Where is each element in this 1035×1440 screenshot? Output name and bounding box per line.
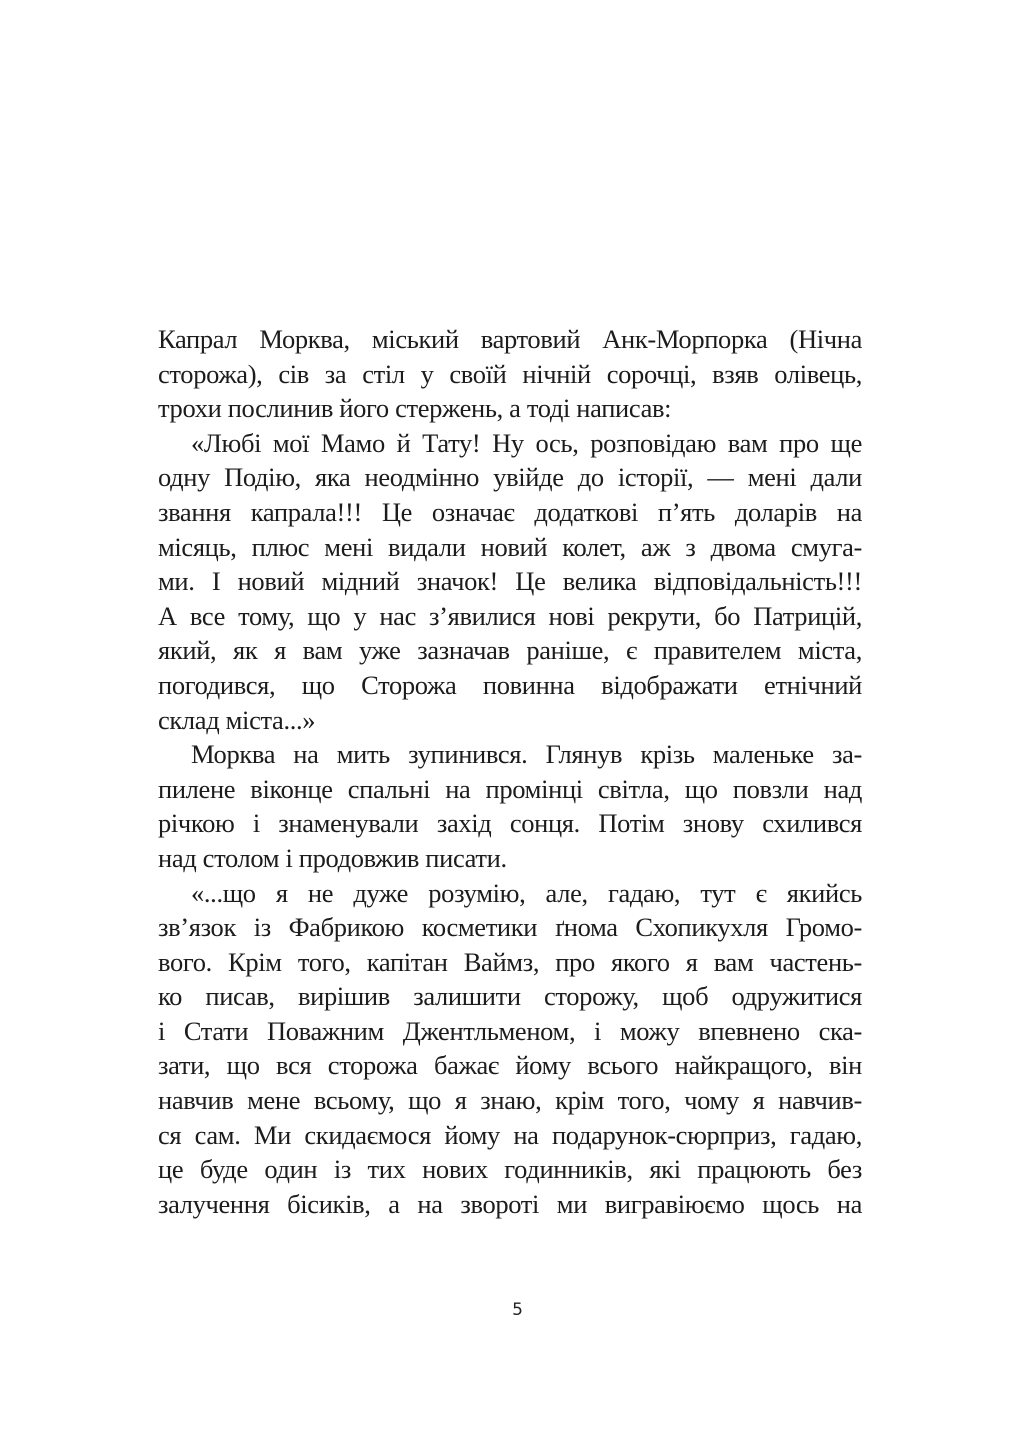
text-line: ся сам. Ми скидаємося йому на подарунок-сюрприз, гадаю, [158, 1119, 862, 1150]
text-line: трохи послинив його стержень, а тоді написав: [158, 393, 672, 424]
text-line: над столом і продовжив писати. [158, 842, 507, 873]
text-line: Капрал Морква, міський вартовий Анк-Морпорка (Нічна [158, 324, 862, 354]
text-line: вого. Крім того, капітан Ваймз, про якого я вам частень- [158, 946, 862, 977]
text-line: звання капрала!!! Це означає додаткові п’ять доларів на [158, 496, 862, 527]
text-line: і Стати Поважним Джентльменом, і можу впевнено ска- [158, 1015, 862, 1046]
text-line: зати, що вся сторожа бажає йому всього найкращого, він [158, 1050, 862, 1081]
text-line: «Любі мої Мамо й Тату! Ну ось, розповідаю вам про ще [191, 427, 862, 458]
text-line: «...що я не дуже розумію, але, гадаю, тут є якийсь [191, 877, 862, 908]
text-line: склад міста...» [158, 704, 316, 735]
text-line: Морква на мить зупинився. Глянув крізь маленьке за- [191, 739, 862, 770]
text-line: річкою і знаменували захід сонця. Потім знову схилився [158, 808, 862, 839]
body-text [158, 322, 862, 1221]
text-line: який, як я вам уже зазначав раніше, є правителем міста, [158, 635, 862, 666]
text-line: погодився, що Сторожа повинна відображати етнічний [158, 669, 862, 700]
text-line: ми. І новий мідний значок! Це велика відповідальність!!! [158, 566, 862, 597]
text-line: місяць, плюс мені видали новий колет, аж з двома смуга- [158, 531, 862, 562]
text-line: це буде один із тих нових годинників, які працюють без [158, 1154, 862, 1185]
text-line: одну Подію, яка неодмінно увійде до історії, — мені дали [158, 462, 862, 493]
text-line: сторожа), сів за стіл у своїй нічній сорочці, взяв олівець, [158, 358, 862, 389]
text-line: пилене віконце спальні на промінці світла, що повзли над [158, 773, 862, 804]
text-line: А все тому, що у нас з’явилися нові рекрути, бо Патрицій, [158, 600, 862, 631]
page-number: 5 [512, 1300, 523, 1320]
text-line: навчив мене всьому, що я знаю, крім того, чому я навчив- [158, 1085, 862, 1116]
text-line: зв’язок із Фабрикою косметики ґнома Схопикухля Громо- [158, 912, 862, 943]
text-line: ко писав, вирішив залишити сторожу, щоб одружитися [158, 981, 862, 1012]
text-line: залучення бісиків, а на звороті ми вигравіюємо щось на [158, 1188, 862, 1219]
